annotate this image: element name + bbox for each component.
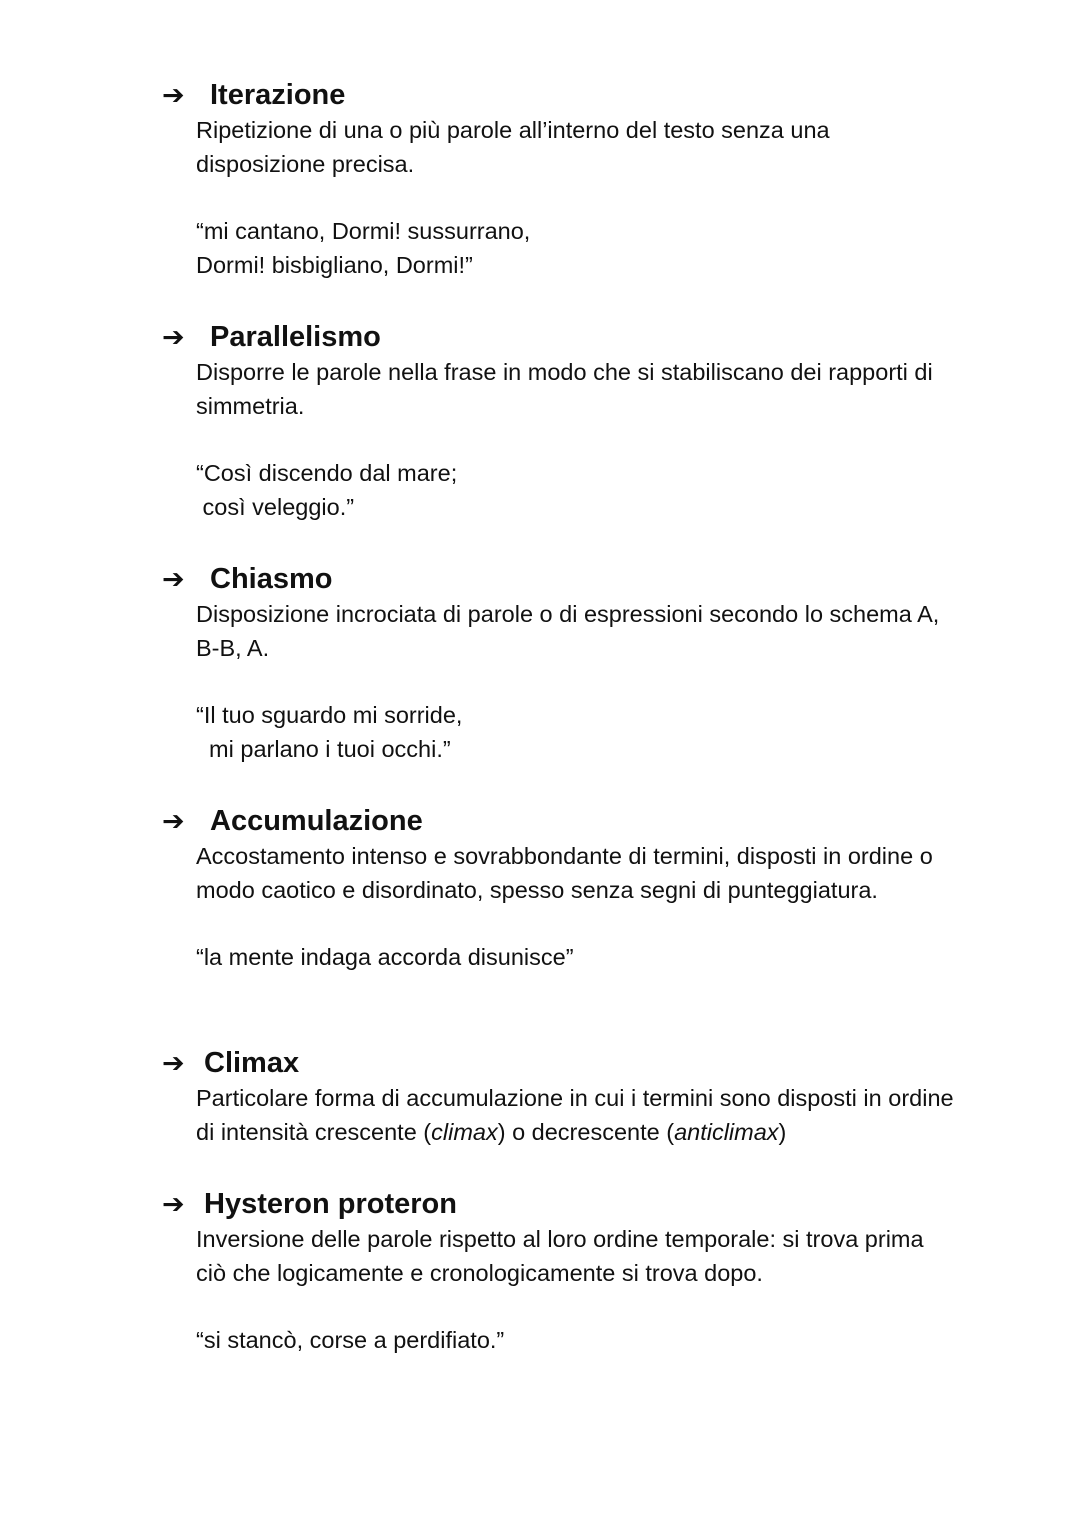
term-anticlimax: anticlimax <box>674 1119 779 1145</box>
quote-line: “mi cantano, Dormi! sussurrano, <box>196 218 531 244</box>
quote-line: mi parlano i tuoi occhi.” <box>196 736 451 762</box>
right-arrow-icon: ➔ <box>162 564 185 594</box>
right-arrow-icon: ➔ <box>162 1189 185 1219</box>
section-definition: Disposizione incrociata di parole o di espressioni secondo lo schema A, B-B, A. <box>196 601 940 661</box>
right-arrow-icon: ➔ <box>162 806 185 836</box>
quote-line: Dormi! bisbigliano, Dormi!” <box>196 252 473 278</box>
section-chiasmo <box>162 561 962 766</box>
example-quote <box>196 456 962 524</box>
section-title: Chiasmo <box>210 563 333 595</box>
quote-line: “Il tuo sguardo mi sorride, <box>196 702 463 728</box>
right-arrow-icon: ➔ <box>162 322 185 352</box>
section-definition: Ripetizione di una o più parole all’interno del testo senza una disposizione precisa. <box>196 117 830 177</box>
section-definition: Accostamento intenso e sovrabbondante di termini, disposti in ordine o modo caotico e disordinato, spesso senza segni di punteggiatura. <box>196 843 933 903</box>
section-definition: Inversione delle parole rispetto al loro ordine temporale: si trova prima ciò che logicamente e cronologicamente si trova dopo. <box>196 1226 924 1286</box>
section-title: Parallelismo <box>210 321 381 353</box>
example-quote <box>196 698 962 766</box>
section-title: Climax <box>204 1047 300 1079</box>
term-climax: climax <box>431 1119 498 1145</box>
section-parallelismo <box>162 319 962 524</box>
example-quote <box>196 940 962 974</box>
example-quote <box>196 1323 962 1357</box>
example-quote <box>196 214 962 282</box>
section-heading <box>162 319 962 355</box>
section-title: Accumulazione <box>210 805 423 837</box>
section-title: Hysteron proteron <box>204 1188 457 1220</box>
definition-text: ) <box>778 1119 787 1145</box>
definition-text: ) o decrescente ( <box>497 1119 675 1145</box>
section-heading <box>162 77 962 113</box>
section-definition: Disporre le parole nella frase in modo che si stabiliscano dei rapporti di simmetria. <box>196 359 933 419</box>
section-heading <box>162 561 962 597</box>
section-heading <box>162 803 962 839</box>
quote-line: così veleggio.” <box>196 494 355 520</box>
quote-line: “si stancò, corse a perdifiato.” <box>196 1327 505 1353</box>
quote-line: “Così discendo dal mare; <box>196 460 458 486</box>
section-heading <box>162 1045 962 1081</box>
section-hysteron-proteron <box>162 1186 962 1357</box>
definition-text: Particolare forma di accumulazione in cui i termini sono disposti in ordine di intensità crescente ( <box>196 1085 954 1145</box>
section-title: Iterazione <box>210 79 346 111</box>
right-arrow-icon: ➔ <box>162 1048 185 1078</box>
section-heading <box>162 1186 962 1222</box>
section-climax <box>162 1045 962 1149</box>
quote-line: “la mente indaga accorda disunisce” <box>196 944 574 970</box>
section-accumulazione <box>162 803 962 974</box>
right-arrow-icon: ➔ <box>162 80 185 110</box>
section-iterazione <box>162 77 962 282</box>
section-definition <box>196 1081 956 1149</box>
